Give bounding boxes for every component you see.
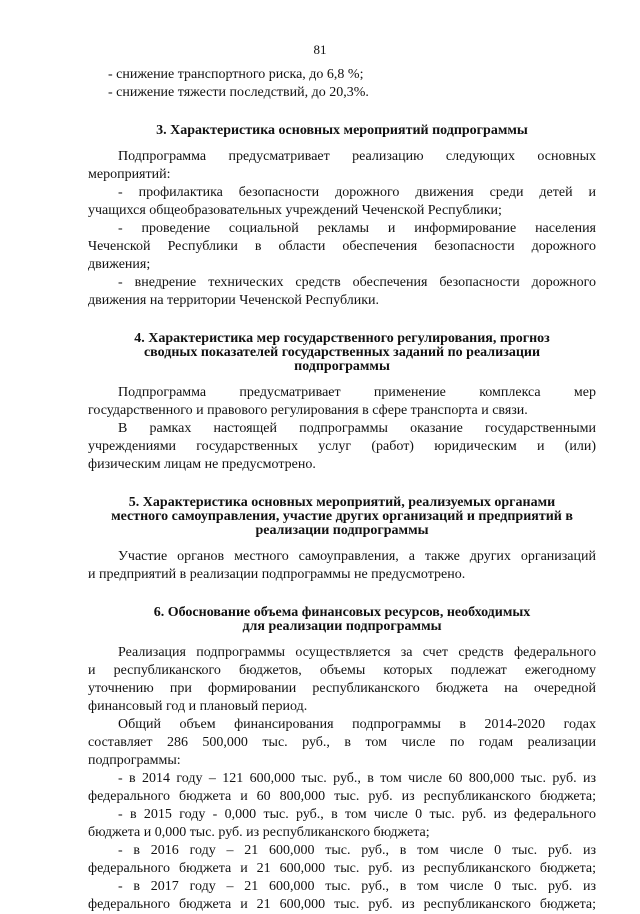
section-4-paragraph: В рамках настоящей подпрограммы оказание государственными учреждениями государственных услуг (работ) юридическим и (или) физическим лицам не предусмотрено. [88,421,596,472]
section-6-title: 6. Обоснование объема финансовых ресурсов, необходимых для реализации подпрограммы [153,605,531,634]
section-6-paragraph: Реализация подпрограммы осуществляется за счет средств федерального и республиканского бюджетов, объемы которых подлежат ежегодному уточнению при формировании республиканского бюджета на очередной финансовый год и плановый период. [88,645,596,714]
section-3-measure: - проведение социальной рекламы и информирование населения Чеченской Республики в области обеспечения безопасности дорожного движения; [88,221,596,272]
funding-year-2014: - в 2014 году – 121 600,000 тыс. руб., в том числе 60 800,000 тыс. руб. из федерального бюджета и 60 800,000 тыс. руб. из республиканского бюджета; [88,771,596,804]
funding-year-2015: - в 2015 году - 0,000 тыс. руб., в том числе 0 тыс. руб. из федерального бюджета и 0,000 тыс. руб. из республиканского бюджета; [88,807,596,840]
section-4-title: 4. Характеристика мер государственного регулирования, прогноз сводных показателей государственных заданий по реализации подпрограммы [134,331,550,374]
bullet-list-top [88,66,596,102]
section-4-paragraph: Подпрограмма предусматривает применение комплекса мер государственного и правового регулирования в сфере транспорта и связи. [88,385,596,418]
funding-year-2017: - в 2017 году – 21 600,000 тыс. руб., в том числе 0 тыс. руб. из федерального бюджета и 21 600,000 тыс. руб. из республиканского бюджета; [88,879,596,912]
bullet-item: - снижение транспортного риска, до 6,8 %; [108,67,364,82]
section-3-measure: - профилактика безопасности дорожного движения среди детей и учащихся общеобразовательных учреждений Чеченской Республики; [88,185,596,218]
section-5-title: 5. Характеристика основных мероприятий, реализуемых органами местного самоуправления, участие других организаций и предприятий в реализации подпрограммы [111,495,573,538]
funding-year-2016: - в 2016 году – 21 600,000 тыс. руб., в том числе 0 тыс. руб. из федерального бюджета и 21 600,000 тыс. руб. из республиканского бюджета; [88,843,596,876]
section-5-paragraph: Участие органов местного самоуправления, а также других организаций и предприятий в реализации подпрограммы не предусмотрено. [88,549,596,582]
section-3-title: 3. Характеристика основных мероприятий подпрограммы [156,123,528,138]
section-3-paragraph: Подпрограмма предусматривает реализацию следующих основных мероприятий: [88,149,596,182]
section-3-measure: - внедрение технических средств обеспечения безопасности дорожного движения на территории Чеченской Республики. [88,275,596,308]
page-content [88,66,596,914]
bullet-item: - снижение тяжести последствий, до 20,3%. [108,85,369,100]
section-6-paragraph: Общий объем финансирования подпрограммы в 2014-2020 годах составляет 286 500,000 тыс. руб., в том числе по годам реализации подпрограммы: [88,717,596,768]
page-number: 81 [313,42,327,57]
